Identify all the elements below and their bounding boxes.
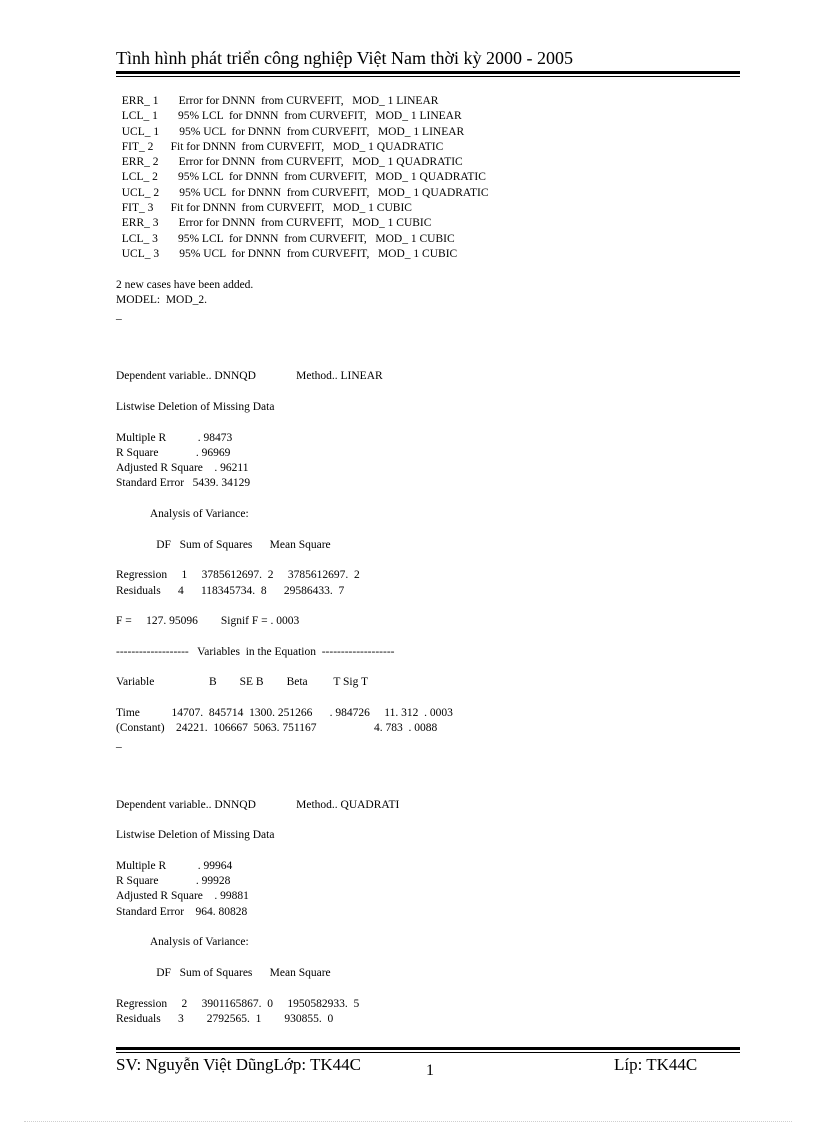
output-line [116, 262, 756, 277]
output-line [116, 323, 756, 338]
output-line [116, 660, 756, 675]
output-line: Residuals 3 2792565. 1 930855. 0 [116, 1012, 334, 1025]
header-rule-thin [116, 76, 740, 77]
page-header-title: Tình hình phát triển công nghiệp Việt Nam thời kỳ 2000 - 2005 [116, 48, 574, 68]
output-line: DF Sum of Squares Mean Square [116, 966, 331, 979]
output-line [116, 782, 756, 797]
output-line: Multiple R . 99964 [116, 859, 233, 872]
output-line: Dependent variable.. DNNQD Method.. LINEAR [116, 370, 383, 383]
spss-output-body [116, 94, 756, 1027]
output-line: FIT_ 2 Fit for DNNN from CURVEFIT, MOD_ 1 QUADRATIC [116, 140, 444, 153]
output-line: UCL_ 1 95% UCL for DNNN from CURVEFIT, MOD_ 1 LINEAR [116, 125, 465, 138]
footer-rule-thin [116, 1052, 740, 1053]
output-line [116, 522, 756, 537]
output-line: LCL_ 2 95% LCL for DNNN from CURVEFIT, MOD_ 1 QUADRATIC [116, 171, 486, 184]
output-line [116, 844, 756, 859]
output-line: ERR_ 3 Error for DNNN from CURVEFIT, MOD_ 1 CUBIC [116, 217, 432, 230]
output-line: Regression 2 3901165867. 0 1950582933. 5 [116, 997, 360, 1010]
output-line [116, 767, 756, 782]
output-line [116, 629, 756, 644]
output-line [116, 981, 756, 996]
output-line [116, 339, 756, 354]
output-line: (Constant) 24221. 106667 5063. 751167 4. 783 . 0088 [116, 722, 438, 735]
output-line [116, 951, 756, 966]
output-line [116, 553, 756, 568]
output-line: 2 new cases have been added. [116, 278, 254, 291]
output-line: LCL_ 3 95% LCL for DNNN from CURVEFIT, MOD_ 1 CUBIC [116, 232, 455, 245]
output-line: Time 14707. 845714 1300. 251266 . 984726 11. 312 . 0003 [116, 706, 453, 719]
page-number: 1 [426, 1062, 434, 1079]
output-line: Listwise Deletion of Missing Data [116, 400, 275, 413]
footer-class-info: Líp: TK44C [614, 1055, 698, 1074]
output-line: Regression 1 3785612697. 2 3785612697. 2 [116, 569, 360, 582]
output-line: MODEL: MOD_2. [116, 293, 208, 306]
output-line: _ [116, 737, 122, 750]
output-line [116, 813, 756, 828]
page-edge-divider [24, 1121, 792, 1122]
output-line: ERR_ 1 Error for DNNN from CURVEFIT, MOD_ 1 LINEAR [116, 95, 439, 107]
output-line: F = 127. 95096 Signif F = . 0003 [116, 615, 300, 628]
output-line [116, 691, 756, 706]
output-line: FIT_ 3 Fit for DNNN from CURVEFIT, MOD_ 1 CUBIC [116, 202, 412, 215]
output-line [116, 752, 756, 767]
output-line: R Square . 99928 [116, 875, 231, 888]
output-line: Listwise Deletion of Missing Data [116, 829, 275, 842]
output-line [116, 492, 756, 507]
output-line: UCL_ 2 95% UCL for DNNN from CURVEFIT, MOD_ 1 QUADRATIC [116, 186, 489, 199]
output-line: Adjusted R Square . 99881 [116, 890, 249, 903]
header-rule [116, 71, 740, 74]
output-line [116, 415, 756, 430]
output-line: Analysis of Variance: [116, 508, 249, 521]
output-line: Multiple R . 98473 [116, 431, 233, 444]
output-line: Variable B SE B Beta T Sig T [116, 676, 369, 689]
output-line: Analysis of Variance: [116, 936, 249, 949]
output-line [116, 920, 756, 935]
output-line: ------------------- Variables in the Equation ------------------- [116, 645, 395, 658]
footer-student-info: SV: Nguyễn Việt DũngLớp: TK44C [116, 1055, 362, 1074]
output-line: LCL_ 1 95% LCL for DNNN from CURVEFIT, MOD_ 1 LINEAR [116, 110, 462, 123]
output-line: R Square . 96969 [116, 446, 231, 459]
output-line [116, 599, 756, 614]
output-line: ERR_ 2 Error for DNNN from CURVEFIT, MOD_ 1 QUADRATIC [116, 156, 463, 169]
output-line [116, 385, 756, 400]
output-line: Adjusted R Square . 96211 [116, 462, 249, 475]
output-line: Residuals 4 118345734. 8 29586433. 7 [116, 584, 345, 597]
output-line: DF Sum of Squares Mean Square [116, 538, 331, 551]
footer-rule [116, 1047, 740, 1050]
output-line: Dependent variable.. DNNQD Method.. QUADRATI [116, 798, 400, 811]
output-line: UCL_ 3 95% UCL for DNNN from CURVEFIT, MOD_ 1 CUBIC [116, 247, 458, 260]
output-line: Standard Error 964. 80828 [116, 905, 248, 918]
output-line [116, 354, 756, 369]
output-line: _ [116, 309, 122, 322]
output-line: Standard Error 5439. 34129 [116, 477, 251, 490]
